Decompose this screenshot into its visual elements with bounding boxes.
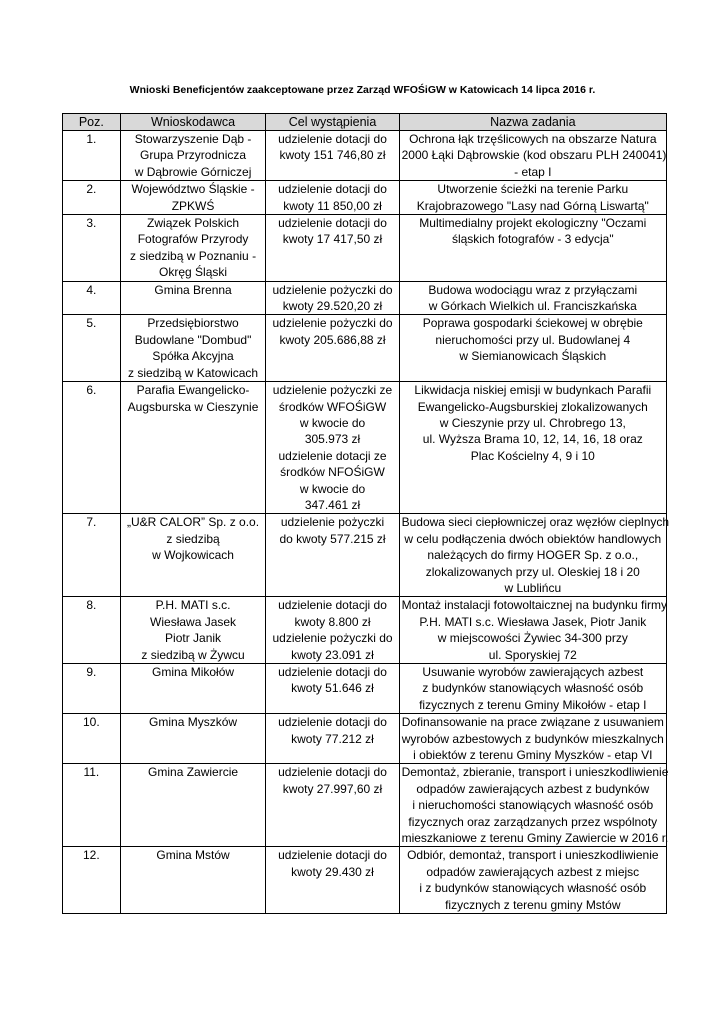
task-name-cell xyxy=(399,281,666,315)
task-name-cell xyxy=(399,714,666,764)
text-line: udzielenie dotacji do xyxy=(278,848,387,863)
applicant-cell xyxy=(120,764,266,847)
position-cell: 6. xyxy=(63,382,121,514)
text-line: udzielenie dotacji do xyxy=(278,182,387,197)
applicant-cell xyxy=(120,181,266,215)
position-cell: 12. xyxy=(63,847,121,914)
text-line: w Cieszynie przy ul. Chrobrego 13, xyxy=(439,415,626,430)
position-cell: 3. xyxy=(63,215,121,282)
text-line: udzielenie pożyczki xyxy=(280,515,385,530)
text-line: Ochrona łąk trzęślicowych na obszarze Natura xyxy=(409,132,657,146)
table-row xyxy=(63,131,667,181)
position-cell: 11. xyxy=(63,764,121,847)
text-line: odpadów zawierających azbest z miejsc xyxy=(426,864,640,879)
table-row xyxy=(63,764,667,847)
purpose-cell xyxy=(266,847,399,914)
text-line: ul. Wyższa Brama 10, 12, 14, 16, 18 oraz xyxy=(422,432,643,447)
text-line: udzielenie pożyczki do xyxy=(272,631,393,646)
text-line: Poprawa gospodarki ściekowej w obrębie xyxy=(422,316,643,331)
text-line: udzielenie dotacji do xyxy=(278,715,387,730)
task-name-cell xyxy=(399,131,666,181)
table-row xyxy=(63,847,667,914)
text-line: Związek Polskich xyxy=(147,216,240,231)
task-name-cell xyxy=(399,514,670,597)
text-line: kwoty 27.997,60 zł xyxy=(282,781,383,796)
text-line: wyrobów azbestowych z budynków mieszkalnych xyxy=(401,731,664,746)
text-line: z siedzibą w Żywcu xyxy=(141,647,245,662)
text-line: w celu podłączenia dwóch obiektów handlowych xyxy=(404,531,662,546)
text-line: kwoty 8.800 zł xyxy=(294,614,371,629)
text-line: kwoty 23.091 zł xyxy=(291,647,374,662)
text-line: środków NFOŚiGW xyxy=(280,465,385,480)
text-line: Okręg Śląski xyxy=(159,265,228,280)
table-row xyxy=(63,514,667,597)
text-line: Utworzenie ścieżki na terenie Parku xyxy=(437,182,629,197)
text-line: z siedzibą w Katowicach xyxy=(128,365,259,380)
text-line: w Dąbrowie Górniczej xyxy=(134,164,252,179)
text-line: Piotr Janik xyxy=(165,631,222,646)
text-line: Gmina Myszków xyxy=(149,715,238,730)
text-line: ul. Sporyskiej 72 xyxy=(488,647,577,662)
table-row xyxy=(63,181,667,215)
text-line: Fotografów Przyrody xyxy=(137,232,249,247)
applicant-cell xyxy=(120,597,266,664)
table-body xyxy=(63,131,670,914)
header-task-name: Nazwa zadania xyxy=(399,114,666,131)
purpose-cell xyxy=(266,281,399,315)
text-line: 2000 Łąki Dąbrowskie (kod obszaru PLH 240041) xyxy=(401,148,667,163)
applicant-cell xyxy=(120,514,266,597)
text-line: Odbiór, demontaż, transport i unieszkodliwienie xyxy=(407,848,659,863)
table-row xyxy=(63,597,667,664)
table-row xyxy=(63,315,667,382)
text-line: w kwocie do xyxy=(299,415,366,430)
position-cell: 8. xyxy=(63,597,121,664)
text-line: w Wojkowicach xyxy=(152,548,234,563)
text-line: Gmina Mstów xyxy=(156,848,230,863)
purpose-cell xyxy=(266,131,399,181)
applicant-cell xyxy=(120,847,266,914)
purpose-cell xyxy=(266,597,399,664)
text-line: ZPKWŚ xyxy=(171,198,215,213)
purpose-cell xyxy=(266,215,399,282)
text-line: w Górkach Wielkich ul. Franciszkańska xyxy=(428,299,637,314)
text-line: udzielenie pożyczki do xyxy=(272,316,393,331)
text-line: kwoty 77.212 zł xyxy=(291,731,374,746)
table-header-row xyxy=(63,114,667,131)
purpose-cell xyxy=(266,764,399,847)
text-line: Parafia Ewangelicko- xyxy=(136,383,250,398)
task-name-cell xyxy=(399,382,666,514)
text-line: nieruchomości przy ul. Budowlanej 4 xyxy=(435,332,631,347)
text-line: i obiektów z terenu Gminy Myszków - etap VI xyxy=(413,748,653,763)
table-row xyxy=(63,215,667,282)
applications-table xyxy=(62,113,670,914)
task-name-cell xyxy=(399,664,666,714)
applicant-cell xyxy=(120,714,266,764)
text-line: udzielenie dotacji do xyxy=(278,216,387,231)
purpose-cell xyxy=(266,514,399,597)
text-line: Budowa wodociągu wraz z przyłączami xyxy=(428,282,638,297)
text-line: „U&R CALOR” Sp. z o.o. xyxy=(127,515,260,530)
text-line: środków WFOŚiGW xyxy=(278,399,387,414)
text-line: udzielenie dotacji do xyxy=(278,665,387,679)
text-line: mieszkaniowe z terenu Gminy Zawiercie w 2016 r. xyxy=(401,831,669,846)
task-name-cell xyxy=(399,215,666,282)
table-row xyxy=(63,664,667,714)
applicant-cell xyxy=(120,382,266,514)
text-line: z budynków stanowiących własność osób xyxy=(422,681,644,696)
table-row xyxy=(63,281,667,315)
task-name-cell xyxy=(399,847,666,914)
text-line: z siedzibą xyxy=(166,531,220,546)
text-line: udzielenie dotacji do xyxy=(278,765,387,780)
text-line: Grupa Przyrodnicza xyxy=(140,148,247,163)
task-name-cell xyxy=(399,764,669,847)
text-line: Montaż instalacji fotowoltaicznej na budynku firmy xyxy=(401,598,668,613)
text-line: udzielenie dotacji ze xyxy=(278,448,387,463)
text-line: Plac Kościelny 4, 9 i 10 xyxy=(470,448,595,463)
text-line: Dofinansowanie na prace związane z usuwaniem xyxy=(401,715,664,730)
text-line: Demontaż, zbieranie, transport i unieszkodliwienie xyxy=(401,765,669,780)
text-line: kwoty 11 850,00 zł xyxy=(283,198,382,213)
text-line: Wiesława Jasek xyxy=(150,614,237,629)
text-line: kwoty 205.686,88 zł xyxy=(279,332,386,347)
text-line: kwoty 17 417,50 zł xyxy=(282,232,383,247)
text-line: zlokalizowanych przy ul. Oleskiej 18 i 20 xyxy=(425,564,640,579)
position-cell: 5. xyxy=(63,315,121,382)
text-line: udzielenie dotacji do xyxy=(278,598,387,613)
text-line: Budowa sieci ciepłowniczej oraz węzłów cieplnych xyxy=(401,515,670,530)
text-line: - etap I xyxy=(514,164,552,179)
position-cell: 1. xyxy=(63,131,121,181)
text-line: Stowarzyszenie Dąb - xyxy=(134,132,252,146)
text-line: udzielenie pożyczki ze xyxy=(272,383,393,398)
purpose-cell xyxy=(266,714,399,764)
text-line: Usuwanie wyrobów zawierających azbest xyxy=(422,665,644,679)
header-purpose: Cel wystąpienia xyxy=(266,114,399,131)
text-line: Krajobrazowego "Lasy nad Górną Liswartą" xyxy=(416,198,649,213)
purpose-cell xyxy=(266,382,399,514)
position-cell: 9. xyxy=(63,664,121,714)
text-line: w Siemianowicach Śląskich xyxy=(459,349,607,364)
table-row xyxy=(63,714,667,764)
header-applicant: Wnioskodawca xyxy=(120,114,266,131)
text-line: kwoty 151 746,80 zł xyxy=(279,148,386,163)
text-line: P.H. MATI s.c. xyxy=(155,598,231,613)
text-line: Budowlane "Dombud" xyxy=(134,332,252,347)
text-line: w kwocie do xyxy=(299,481,366,496)
text-line: odpadów zawierających azbest z budynków xyxy=(416,781,650,796)
purpose-cell xyxy=(266,181,399,215)
text-line: śląskich fotografów - 3 edycja" xyxy=(451,232,614,247)
text-line: fizycznych z terenu Gminy Mikołów - etap I xyxy=(419,697,647,712)
text-line: Gmina Mikołów xyxy=(152,665,235,679)
text-line: fizycznych z terenu gminy Mstów xyxy=(445,897,621,912)
task-name-cell xyxy=(399,315,666,382)
applicant-cell xyxy=(120,664,266,714)
text-line: Likwidacja niskiej emisji w budynkach Parafii xyxy=(414,383,652,398)
purpose-cell xyxy=(266,664,399,714)
text-line: kwoty 29.430 zł xyxy=(291,864,374,879)
applicant-cell xyxy=(120,215,266,282)
text-line: 347.461 zł xyxy=(304,497,361,512)
position-cell: 7. xyxy=(63,514,121,597)
text-line: Gmina Zawiercie xyxy=(148,765,239,780)
text-line: z siedzibą w Poznaniu - xyxy=(130,248,257,263)
text-line: Przedsiębiorstwo xyxy=(147,316,239,331)
text-line: Spółka Akcyjna xyxy=(152,349,234,364)
text-line: i nieruchomości stanowiących własność osób xyxy=(412,798,654,813)
task-name-cell xyxy=(399,181,666,215)
text-line: kwoty 29.520,20 zł xyxy=(282,299,383,314)
position-cell: 4. xyxy=(63,281,121,315)
applicant-cell xyxy=(120,131,266,181)
table-row xyxy=(63,382,667,514)
text-line: do kwoty 577.215 zł xyxy=(279,531,386,546)
text-line: Województwo Śląskie - xyxy=(131,182,255,197)
applicant-cell xyxy=(120,281,266,315)
task-name-cell xyxy=(399,597,666,664)
text-line: Multimedialny projekt ekologiczny "Oczami xyxy=(419,216,647,231)
text-line: Gmina Brenna xyxy=(154,282,232,297)
text-line: P.H. MATI s.c. Wiesława Jasek, Piotr Janik xyxy=(419,614,647,629)
text-line: w Lublińcu xyxy=(504,580,562,595)
text-line: w miejscowości Żywiec 34-300 przy xyxy=(437,631,628,646)
header-position: Poz. xyxy=(63,114,121,131)
text-line: i z budynków stanowiących własność osób xyxy=(419,881,647,896)
applicant-cell xyxy=(120,315,266,382)
text-line: udzielenie pożyczki do xyxy=(272,282,393,297)
position-cell: 2. xyxy=(63,181,121,215)
text-line: należących do firmy HOGER Sp. z o.o., xyxy=(427,548,639,563)
document-title: Wnioski Beneficjentów zaakceptowane przez Zarząd WFOŚiGW w Katowicach 14 lipca 2016 r. xyxy=(129,84,596,96)
text-line: fizycznych oraz zarządzanych przez wspólnoty xyxy=(408,814,658,829)
text-line: kwoty 51.646 zł xyxy=(291,681,374,696)
purpose-cell xyxy=(266,315,399,382)
text-line: Ewangelicko-Augsburskiej zlokalizowanych xyxy=(417,399,648,414)
position-cell: 10. xyxy=(63,714,121,764)
text-line: Augsburska w Cieszynie xyxy=(127,399,259,414)
text-line: 305.973 zł xyxy=(304,432,361,447)
text-line: udzielenie dotacji do xyxy=(278,132,387,146)
